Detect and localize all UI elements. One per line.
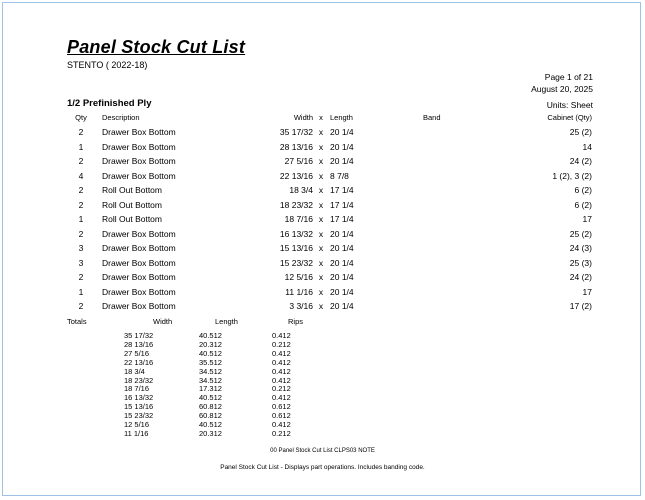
table-row	[3, 198, 641, 212]
table-row	[3, 154, 641, 168]
cell-cabinet: 17	[582, 286, 592, 297]
cell-length: 17 1/4	[330, 199, 354, 210]
cell-x: x	[318, 199, 324, 210]
cell-length: 20 1/4	[330, 228, 354, 239]
totals-cell-rips: 0.212	[272, 384, 291, 394]
totals-rips-header: Rips	[288, 317, 304, 326]
footer-description: Panel Stock Cut List - Displays part operations. Includes banding code.	[220, 464, 425, 471]
totals-cell-width: 15 13/16	[124, 402, 154, 412]
cell-description: Drawer Box Bottom	[102, 301, 176, 311]
cell-x: x	[318, 214, 324, 224]
cell-length: 20 1/4	[330, 257, 354, 268]
cell-qty: 2	[78, 199, 84, 210]
totals-cell-length: 20.312	[199, 339, 222, 349]
cell-cabinet: 14	[582, 141, 592, 152]
totals-cell-length: 60.812	[199, 411, 222, 421]
table-row	[3, 212, 641, 226]
totals-cell-rips: 0.612	[272, 402, 291, 412]
cell-qty: 1	[78, 141, 84, 152]
header-band: Band	[423, 113, 441, 122]
cell-length: 20 1/4	[330, 243, 354, 253]
cell-width: 28 13/16	[279, 141, 313, 152]
totals-cell-rips: 0.412	[272, 348, 291, 358]
cell-cabinet: 24 (3)	[569, 243, 592, 253]
header-description: Description	[102, 113, 140, 122]
table-row	[3, 285, 641, 299]
header-cabinet: Cabinet (Qty)	[547, 113, 592, 122]
cell-qty: 1	[78, 214, 84, 224]
totals-cell-length: 40.512	[199, 348, 222, 358]
cell-x: x	[318, 272, 324, 282]
cell-description: Drawer Box Bottom	[102, 272, 176, 282]
cell-x: x	[318, 170, 324, 181]
table-row	[3, 169, 641, 183]
totals-cell-length: 34.512	[199, 366, 222, 376]
totals-cell-width: 11 1/16	[124, 428, 149, 438]
cell-cabinet: 25 (2)	[569, 127, 592, 137]
material-section-title: 1/2 Prefinished Ply	[67, 98, 152, 109]
totals-cell-rips: 0.612	[272, 411, 291, 421]
cell-length: 20 1/4	[330, 286, 354, 297]
totals-cell-width: 28 13/16	[124, 339, 154, 349]
totals-cell-rips: 0.412	[272, 366, 291, 376]
totals-width-header: Width	[153, 317, 173, 326]
cell-cabinet: 6 (2)	[574, 185, 592, 195]
table-row	[3, 140, 641, 154]
cell-length: 20 1/4	[330, 301, 354, 311]
cell-description: Roll Out Bottom	[102, 199, 162, 210]
totals-cell-width: 15 23/32	[124, 411, 154, 421]
table-header	[3, 111, 641, 125]
report-title: Panel Stock Cut List	[67, 37, 246, 57]
totals-cell-length: 17.312	[199, 384, 222, 394]
cell-qty: 2	[78, 272, 84, 282]
table-row	[3, 125, 641, 139]
totals-cell-length: 20.312	[199, 428, 222, 438]
cell-length: 20 1/4	[330, 127, 354, 137]
table-row	[3, 270, 641, 284]
totals-cell-length: 40.512	[199, 393, 222, 403]
totals-cell-width: 18 3/4	[124, 366, 145, 376]
totals-cell-rips: 0.412	[272, 420, 291, 429]
totals-cell-width: 12 5/16	[124, 420, 150, 429]
totals-length-header: Length	[215, 317, 238, 326]
cell-cabinet: 24 (2)	[569, 156, 592, 166]
totals-cell-length: 35.512	[199, 357, 222, 367]
cell-description: Drawer Box Bottom	[102, 127, 176, 137]
totals-cell-rips: 0.412	[272, 331, 291, 340]
totals-cell-rips: 0.212	[272, 339, 291, 349]
cell-qty: 3	[78, 257, 84, 268]
totals-label: Totals	[67, 317, 87, 326]
cell-description: Drawer Box Bottom	[102, 228, 176, 239]
cell-description: Roll Out Bottom	[102, 185, 162, 195]
page-number: Page 1 of 21	[544, 72, 593, 82]
table-row	[3, 299, 641, 313]
totals-cell-length: 40.512	[199, 420, 222, 429]
cell-cabinet: 17	[582, 214, 592, 224]
cell-width: 22 13/16	[279, 170, 313, 181]
table-row	[3, 183, 641, 197]
cell-width: 18 23/32	[279, 199, 313, 210]
cell-description: Drawer Box Bottom	[102, 156, 176, 166]
totals-cell-rips: 0.212	[272, 428, 291, 438]
totals-cell-width: 18 23/32	[124, 375, 154, 385]
cell-width: 15 23/32	[279, 257, 313, 268]
job-name: STENTO ( 2022-18)	[67, 60, 148, 70]
totals-cell-rips: 0.412	[272, 357, 291, 367]
cell-cabinet: 6 (2)	[574, 199, 592, 210]
report-date: August 20, 2025	[531, 84, 593, 94]
units-label: Units: Sheet	[546, 100, 593, 110]
table-row	[3, 241, 641, 255]
totals-cell-width: 16 13/32	[124, 393, 154, 403]
cell-width: 15 13/16	[279, 243, 313, 253]
cell-x: x	[318, 185, 324, 195]
cell-width: 35 17/32	[279, 127, 313, 137]
cell-qty: 2	[78, 156, 84, 166]
cell-length: 8 7/8	[330, 170, 349, 181]
cell-qty: 4	[78, 170, 84, 181]
totals-row	[3, 429, 641, 439]
totals-cell-rips: 0.412	[272, 393, 291, 403]
header-x: x	[319, 113, 323, 122]
header-width: Width	[293, 113, 313, 122]
cell-length: 17 1/4	[330, 214, 354, 224]
totals-cell-length: 40.512	[199, 331, 222, 340]
page-info	[531, 71, 593, 95]
cell-width: 3 3/16	[289, 301, 313, 311]
cell-width: 11 1/16	[285, 286, 313, 297]
footer-note: 00 Panel Stock Cut List CLPS03 NOTE	[270, 448, 375, 454]
cell-length: 20 1/4	[330, 156, 354, 166]
cell-description: Roll Out Bottom	[102, 214, 162, 224]
table-row	[3, 256, 641, 270]
cell-qty: 2	[78, 185, 84, 195]
cell-length: 17 1/4	[330, 185, 354, 195]
cell-length: 20 1/4	[330, 272, 354, 282]
cell-cabinet: 24 (2)	[569, 272, 592, 282]
cell-cabinet: 25 (2)	[569, 228, 592, 239]
cell-width: 16 13/32	[279, 228, 313, 239]
cell-qty: 1	[78, 286, 84, 297]
totals-cell-width: 22 13/16	[124, 357, 154, 367]
header-length: Length	[330, 113, 353, 122]
cell-x: x	[318, 141, 324, 152]
cell-width: 12 5/16	[284, 272, 313, 282]
table-row	[3, 227, 641, 241]
totals-cell-width: 27 5/16	[124, 348, 150, 358]
cell-cabinet: 1 (2), 3 (2)	[552, 170, 592, 181]
cell-width: 18 7/16	[284, 214, 313, 224]
report-page	[2, 2, 641, 496]
cell-length: 20 1/4	[330, 141, 354, 152]
cell-x: x	[318, 286, 324, 297]
totals-cell-length: 34.512	[199, 375, 222, 385]
totals-cell-rips: 0.412	[272, 375, 291, 385]
cell-cabinet: 25 (3)	[569, 257, 592, 268]
cell-cabinet: 17 (2)	[569, 301, 592, 311]
cell-qty: 2	[78, 127, 84, 137]
cell-qty: 3	[78, 243, 84, 253]
cell-description: Drawer Box Bottom	[102, 141, 176, 152]
cell-x: x	[318, 156, 324, 166]
cell-width: 27 5/16	[284, 156, 313, 166]
totals-cell-width: 18 7/16	[124, 384, 150, 394]
cell-x: x	[318, 301, 324, 311]
cell-x: x	[318, 228, 324, 239]
cell-qty: 2	[78, 301, 84, 311]
cell-x: x	[318, 127, 324, 137]
header-qty: Qty	[75, 113, 87, 122]
totals-cell-length: 60.812	[199, 402, 222, 412]
cell-description: Drawer Box Bottom	[102, 286, 176, 297]
cell-qty: 2	[78, 228, 84, 239]
cell-description: Drawer Box Bottom	[102, 257, 176, 268]
cell-description: Drawer Box Bottom	[102, 170, 176, 181]
totals-cell-width: 35 17/32	[124, 331, 154, 340]
cell-width: 18 3/4	[289, 185, 313, 195]
totals-header	[3, 316, 641, 328]
cell-x: x	[318, 243, 324, 253]
cell-description: Drawer Box Bottom	[102, 243, 176, 253]
cell-x: x	[318, 257, 324, 268]
